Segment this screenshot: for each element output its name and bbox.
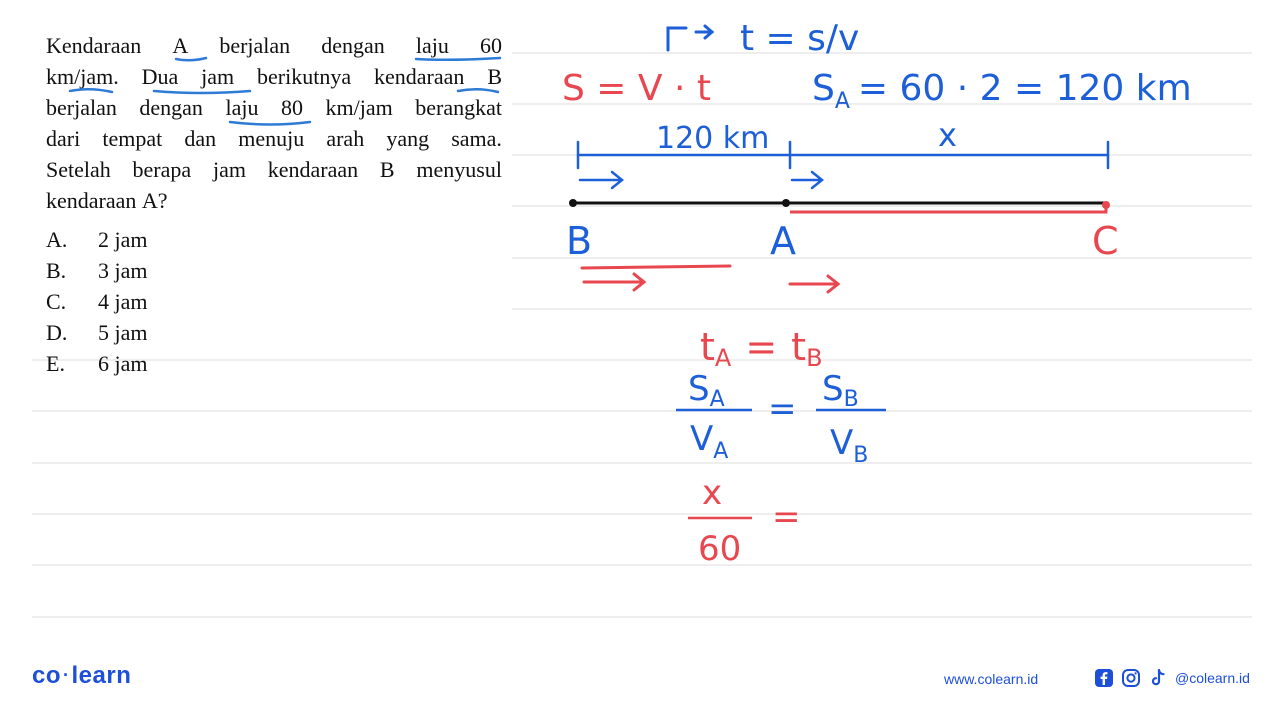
question-word: berapa <box>132 157 192 182</box>
red-arrows <box>582 266 838 292</box>
social-links <box>1094 668 1250 688</box>
question-word: dengan <box>139 95 203 120</box>
social-handle[interactable]: @colearn.id <box>1175 670 1250 686</box>
frac-va: $V_A$ <box>690 419 729 464</box>
question-word: arah <box>326 126 365 151</box>
question-word: berangkat <box>415 95 502 120</box>
distance-label-120km: 120 km <box>656 121 770 156</box>
equation-ta-tb: tA = tB <box>700 325 823 372</box>
formula-s: S = V · t <box>562 68 711 109</box>
option-text: 5 jam <box>98 320 148 345</box>
option-letter: C. <box>46 289 67 314</box>
question-word: B <box>487 64 502 89</box>
underline-a <box>176 58 206 60</box>
frac-x: x <box>702 473 723 513</box>
question-word: dengan <box>321 33 385 58</box>
question-word: kendaraan <box>46 188 137 213</box>
facebook-icon[interactable] <box>1094 668 1114 688</box>
colearn-logo <box>32 662 131 690</box>
question-word: laju <box>225 95 259 120</box>
question-word: berjalan <box>46 95 117 120</box>
option-text: 6 jam <box>98 351 148 376</box>
logo-left: co <box>32 662 62 689</box>
question-word: kendaraan <box>374 64 465 89</box>
distance-label-x: x <box>938 116 957 154</box>
underline-km-jam <box>70 89 112 92</box>
option-text: 2 jam <box>98 227 148 252</box>
option-letter: B. <box>46 258 67 283</box>
question-word: km/jam <box>325 95 393 120</box>
instagram-icon[interactable] <box>1121 668 1141 688</box>
question-word: Kendaraan <box>46 33 142 58</box>
formula-t: t = s/v <box>740 18 860 59</box>
frac-60: 60 <box>698 529 742 569</box>
underline-dua-jam <box>154 91 250 93</box>
point-a-dot <box>782 199 790 207</box>
question-word: B <box>379 157 395 182</box>
question-word: berjalan <box>219 33 291 58</box>
question-word: Setelah <box>46 157 111 182</box>
option-text: 3 jam <box>98 258 148 283</box>
underline-b <box>458 89 498 92</box>
question-word: jam <box>212 157 246 182</box>
question-word: menuju <box>238 126 305 151</box>
point-b-dot <box>569 199 577 207</box>
question-word: 80 <box>280 95 303 120</box>
option-letter: A. <box>46 227 68 252</box>
red-segment <box>790 206 1106 212</box>
question-word: laju <box>415 33 449 58</box>
question-word: tempat <box>102 126 163 151</box>
question-word: yang <box>386 126 430 151</box>
point-c-label: C <box>1092 219 1119 263</box>
frac-sa: SA <box>688 369 725 412</box>
question-word: Dua <box>141 64 179 89</box>
question-word: berikutnya <box>257 64 352 89</box>
logo-right: learn <box>71 662 132 689</box>
option-letter: E. <box>46 351 65 376</box>
footer-url[interactable]: www.colearn.id <box>944 671 1039 687</box>
question-word: dan <box>184 126 217 151</box>
option-letter: D. <box>46 320 68 345</box>
arrow-mark <box>668 26 712 50</box>
question-word: A? <box>141 188 168 213</box>
frac-sb: SB <box>822 369 859 412</box>
question-word: sama. <box>451 126 502 151</box>
frac-vb: $V_B$ <box>830 423 869 468</box>
tiktok-icon[interactable] <box>1148 668 1168 688</box>
question-word: kendaraan <box>267 157 359 182</box>
question-word: km/jam. <box>46 64 119 89</box>
question-word: A <box>172 33 189 58</box>
formula-sa: $S_A = 60 \cdot 2 = 120$ km <box>812 68 1192 114</box>
underline-laju-60 <box>416 58 500 60</box>
point-b-label: B <box>566 219 593 263</box>
frac-x60-equals: = <box>772 497 801 537</box>
question-word: jam <box>201 64 235 89</box>
underline-laju-80 <box>230 122 310 125</box>
option-text: 4 jam <box>98 289 148 314</box>
frac-equals: = <box>768 389 797 429</box>
question-word: menyusul <box>416 157 502 182</box>
logo-dot: · <box>63 665 70 685</box>
point-a-label: A <box>770 219 796 263</box>
question-word: 60 <box>479 33 502 58</box>
question-word: dari <box>46 126 81 151</box>
question-underlines <box>70 58 500 125</box>
